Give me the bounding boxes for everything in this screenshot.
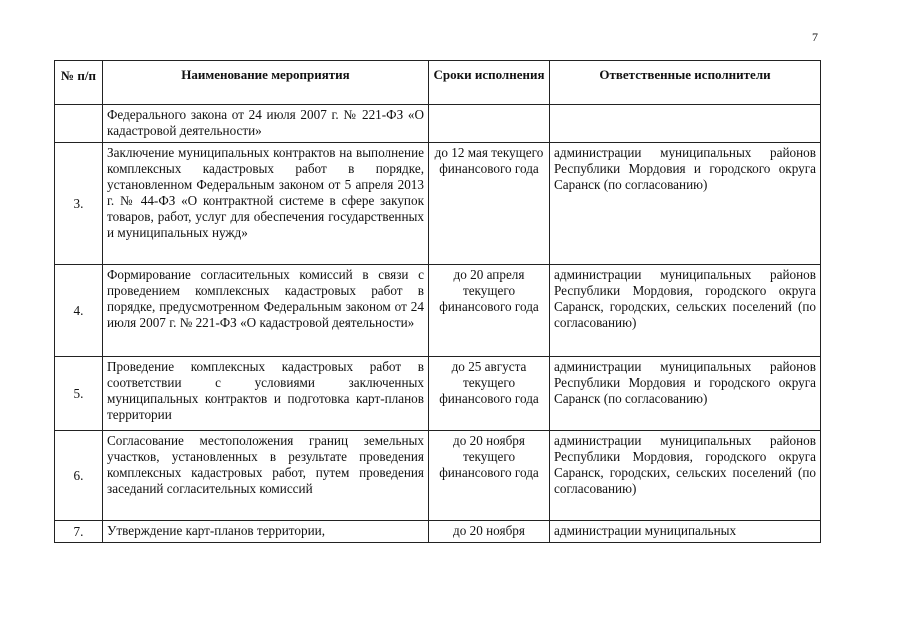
deadline [429, 105, 550, 143]
executors: администрации муниципальных [550, 521, 821, 543]
header-event-name: Наименование мероприятия [103, 61, 429, 105]
header-number: № п/п [55, 61, 103, 105]
executors: администрации муниципальных районов Республики Мордовия, городского округа Саранск, городских, сельских поселений (по согласованию) [550, 265, 821, 357]
table-row [55, 143, 821, 265]
executors [550, 105, 821, 143]
event-name: Формирование согласительных комиссий в связи с проведением комплексных кадастровых работ в порядке, предусмотренном Федеральным законом от 24 июля 2007 г. № 221-ФЗ «О кадастровой деятельности» [103, 265, 429, 357]
page-number: 7 [812, 30, 818, 44]
executors: администрации муниципальных районов Республики Мордовия, городского округа Саранск, городских, сельских поселений (по согласованию) [550, 431, 821, 521]
deadline: до 12 мая текущего финансового года [429, 143, 550, 265]
deadline: до 20 ноября текущего финансового года [429, 431, 550, 521]
table-row [55, 265, 821, 357]
row-number: 6. [55, 431, 103, 521]
row-number: 4. [55, 265, 103, 357]
header-executors: Ответственные исполнители [550, 61, 821, 105]
event-name: Согласование местоположения границ земельных участков, установленных в результате проведения комплексных кадастровых работ, путем проведения заседаний согласительных комиссий [103, 431, 429, 521]
event-name: Утверждение карт-планов территории, [103, 521, 429, 543]
table-row [55, 431, 821, 521]
header-deadline: Сроки исполнения [429, 61, 550, 105]
table-row [55, 521, 821, 543]
deadline: до 25 августа текущего финансового года [429, 357, 550, 431]
row-number [55, 105, 103, 143]
events-table [54, 60, 821, 543]
event-name: Проведение комплексных кадастровых работ в соответствии с условиями заключенных муниципальных контрактов и подготовка карт-планов территории [103, 357, 429, 431]
executors: администрации муниципальных районов Республики Мордовия и городского округа Саранск (по согласованию) [550, 143, 821, 265]
event-name: Федерального закона от 24 июля 2007 г. № 221-ФЗ «О кадастровой деятельности» [103, 105, 429, 143]
deadline: до 20 апреля текущего финансового года [429, 265, 550, 357]
event-name: Заключение муниципальных контрактов на выполнение комплексных кадастровых работ в порядке, установленном Федеральным законом от 5 апреля 2013 г. № 44-ФЗ «О контрактной системе в сфере закупок товаров, работ, услуг для обеспечения государственных и муниципальных нужд» [103, 143, 429, 265]
table-row [55, 105, 821, 143]
row-number: 7. [55, 521, 103, 543]
table-header-row [55, 61, 821, 105]
table-row [55, 357, 821, 431]
row-number: 5. [55, 357, 103, 431]
deadline: до 20 ноября [429, 521, 550, 543]
executors: администрации муниципальных районов Республики Мордовия и городского округа Саранск (по согласованию) [550, 357, 821, 431]
row-number: 3. [55, 143, 103, 265]
